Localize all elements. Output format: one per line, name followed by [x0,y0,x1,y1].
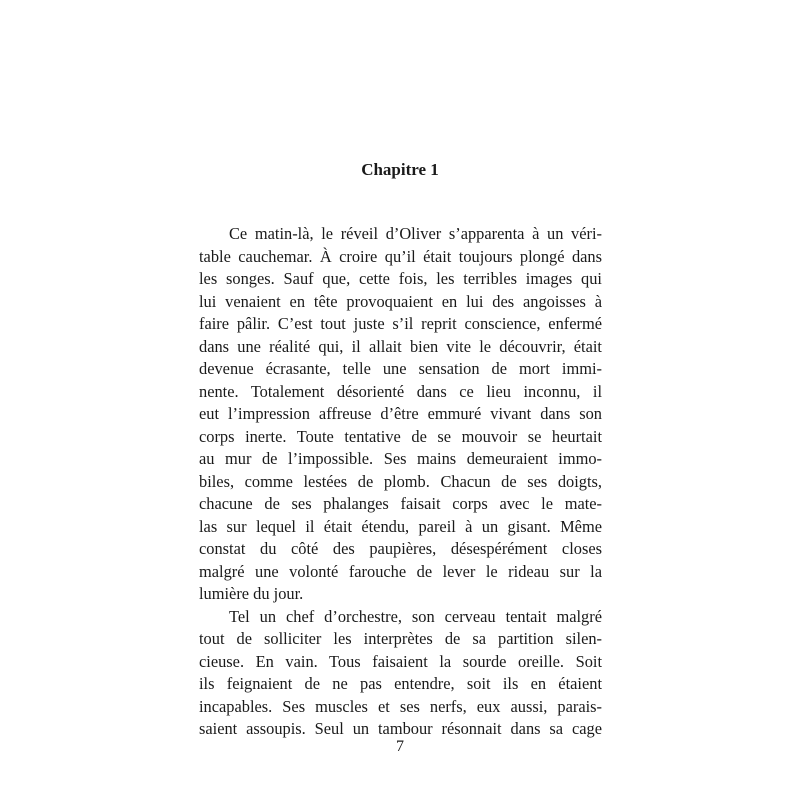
text-line: chacune de ses phalanges faisait corps avec le mate- [199,494,602,513]
text-line: corps inerte. Toute tentative de se mouvoir se heurtait [199,426,602,446]
body-text [199,223,602,741]
text-line: constat du côté des paupières, désespérément closes [199,539,602,558]
text-line: faire pâlir. C’est tout juste s’il reprit conscience, enfermé [199,314,602,333]
text-line: las sur lequel il était étendu, pareil à un gisant. Même [199,516,602,536]
text-line: eut l’impression affreuse d’être emmuré vivant dans son [199,404,602,423]
page-number: 7 [396,738,404,755]
text-line: biles, comme lestées de plomb. Chacun de ses doigts, [199,471,602,491]
text-line: les songes. Sauf que, cette fois, les terribles images qui [199,269,602,288]
chapter-title: Chapitre 1 [361,160,439,179]
text-line: tout de solliciter les interprètes de sa partition silen- [199,629,602,648]
text-line: Tel un chef d’orchestre, son cerveau tentait malgré [229,606,602,626]
text-line: table cauchemar. À croire qu’il était toujours plongé dans [199,246,602,266]
text-line: ils feignaient de ne pas entendre, soit ils en étaient [199,674,602,693]
text-line: incapables. Ses muscles et ses nerfs, eux aussi, parais- [199,696,602,716]
paragraph [199,606,602,741]
text-line: devenue écrasante, telle une sensation de mort immi- [199,359,602,378]
text-line: nente. Totalement désorienté dans ce lieu inconnu, il [199,381,602,401]
text-line: au mur de l’impossible. Ses mains demeuraient immo- [199,449,602,468]
text-line: Ce matin-là, le réveil d’Oliver s’apparenta à un véri- [229,224,602,243]
text-line: dans une réalité qui, il allait bien vite le découvrir, était [199,336,602,356]
text-line: lui venaient en tête provoquaient en lui des angoisses à [199,291,602,311]
text-line: malgré une volonté farouche de lever le rideau sur la [199,561,602,581]
text-line: saient assoupis. Seul un tambour résonnait dans sa cage [199,719,602,738]
paragraph [199,223,602,606]
text-line: lumière du jour. [199,584,304,603]
text-line: cieuse. En vain. Tous faisaient la sourde oreille. Soit [199,651,602,671]
